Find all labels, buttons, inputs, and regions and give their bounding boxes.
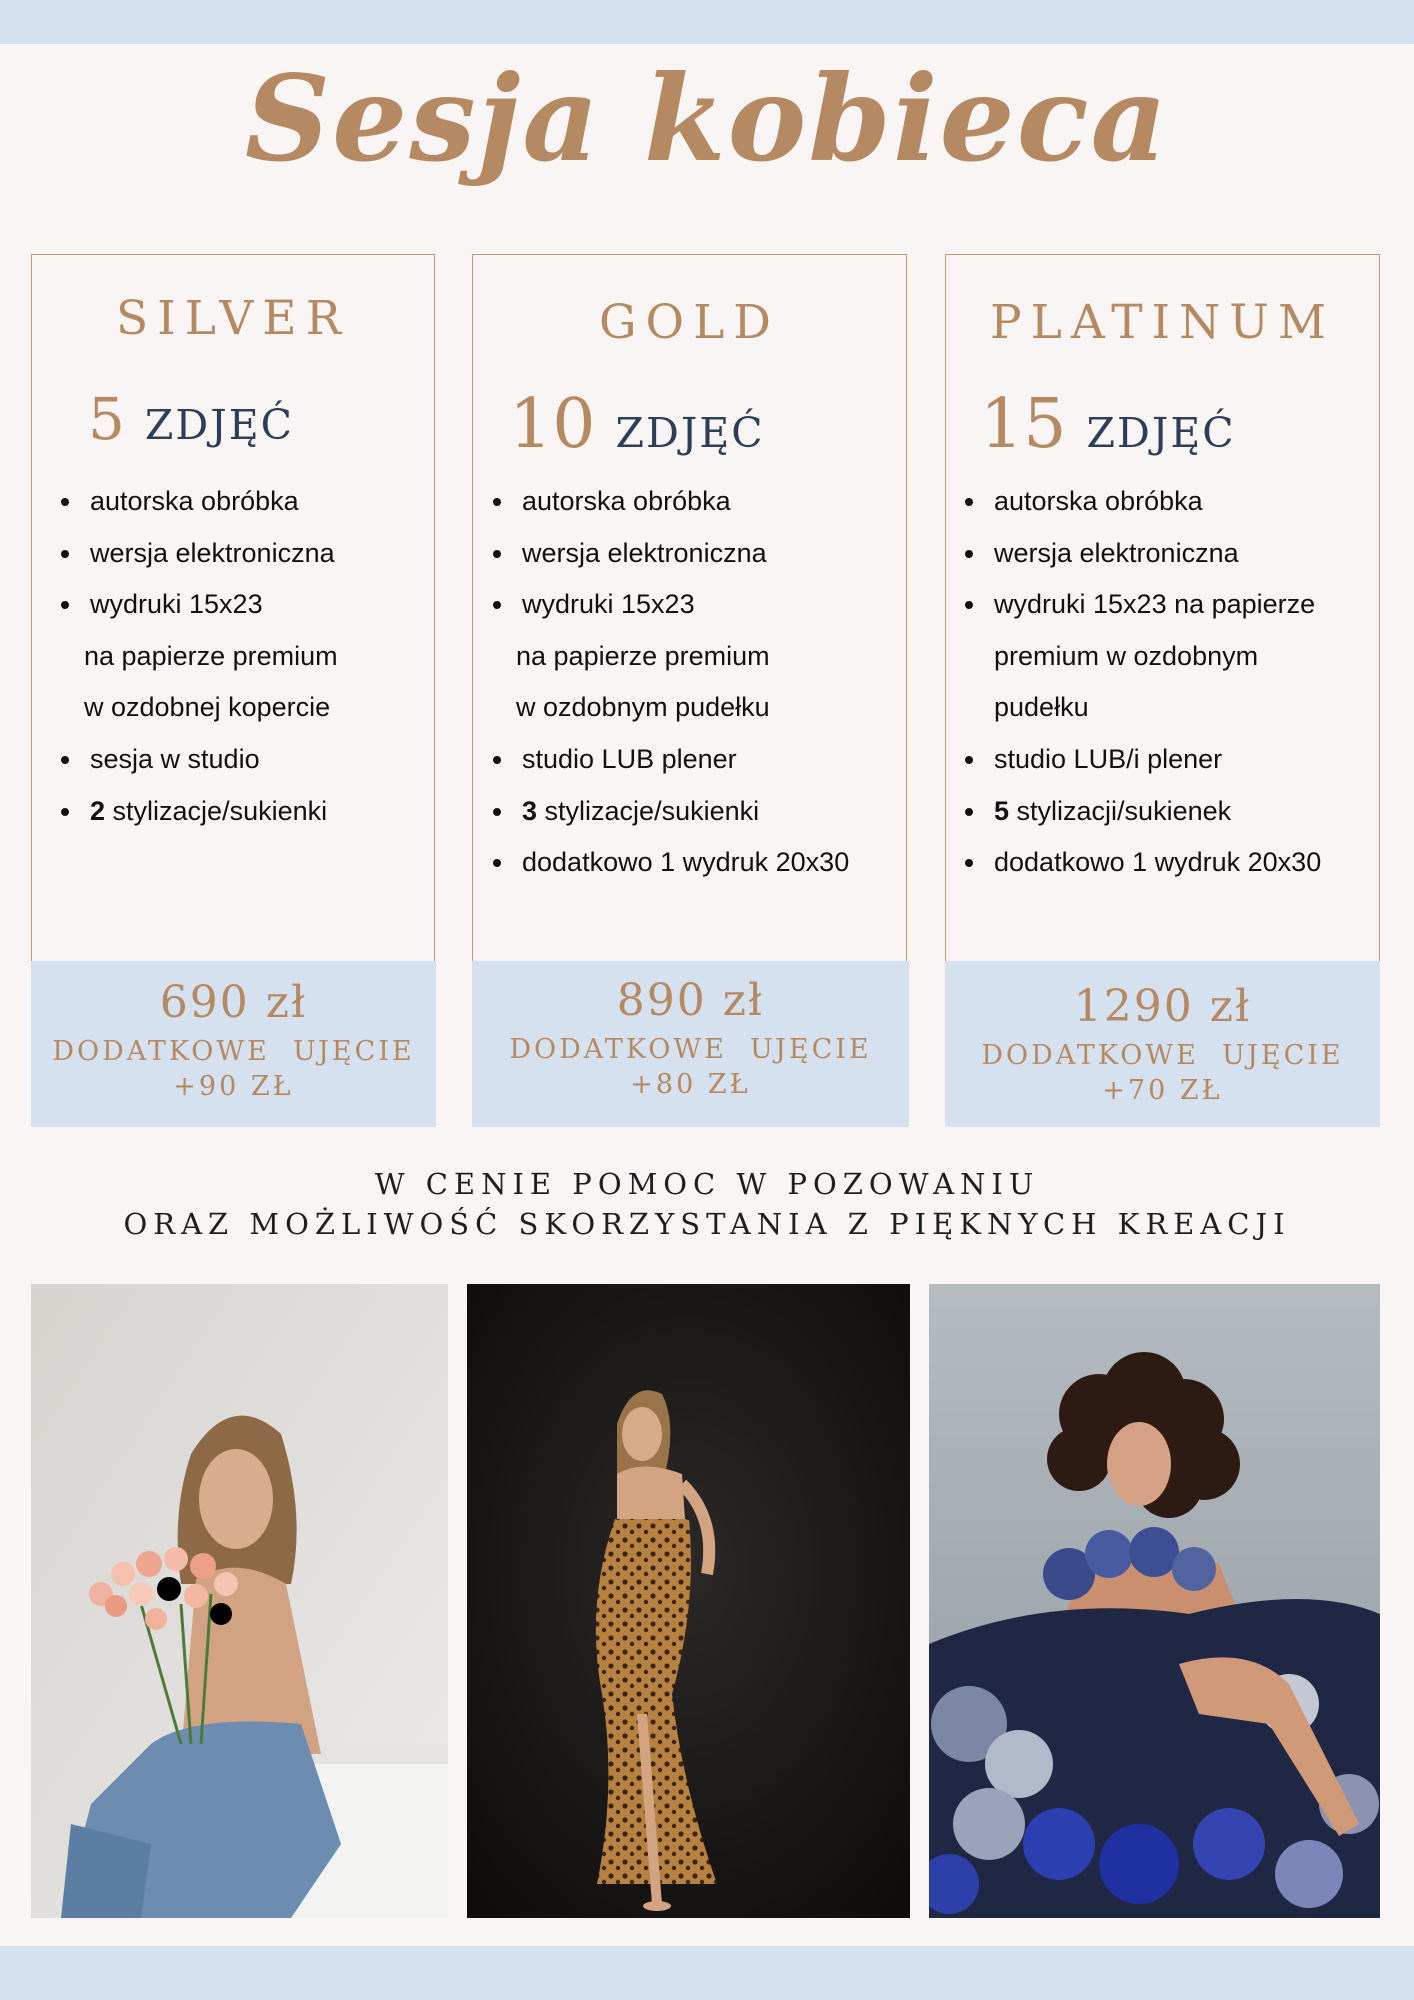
feature-item-continued: w ozdobnym pudełku <box>516 692 770 723</box>
page-title: Sesja kobieca <box>244 49 1170 188</box>
package-card-gold <box>472 254 907 961</box>
feature-item: sesja w studio <box>90 734 338 786</box>
photos-number: 10 <box>509 385 596 464</box>
package-name: SILVER <box>115 291 351 346</box>
feature-item: wydruki 15x23 <box>522 579 849 631</box>
feature-item: dodatkowo 1 wydruk 20x30 <box>994 837 1321 889</box>
photos-word: ZDJĘĆ <box>615 409 765 457</box>
feature-item: autorska obróbka <box>90 476 338 528</box>
price: 1290 zł <box>1073 981 1252 1032</box>
extra-shot-label: DODATKOWE UJĘCIE <box>509 1034 872 1065</box>
photos-count <box>980 385 1236 464</box>
extra-shot-label: DODATKOWE UJĘCIE <box>981 1040 1344 1071</box>
package-card-silver <box>31 254 435 961</box>
feature-item: wersja elektroniczna <box>994 528 1321 580</box>
note-line-2: ORAZ MOŻLIWOŚĆ SKORZYSTANIA Z PIĘKNYCH KREACJI <box>123 1207 1291 1241</box>
price-box-gold <box>472 961 909 1127</box>
feature-item: autorska obróbka <box>522 476 849 528</box>
photos-count <box>88 385 294 453</box>
photos-word: ZDJĘĆ <box>144 401 295 449</box>
styling-count: 3 <box>522 795 538 826</box>
styling-label: stylizacji/sukienek <box>1016 795 1232 826</box>
feature-item-styling <box>994 786 1321 838</box>
bottom-band <box>0 1946 1414 2000</box>
feature-item: wersja elektroniczna <box>90 528 338 580</box>
feature-item-continued: pudełku <box>994 692 1089 723</box>
photo-woman-leopard-dress <box>467 1284 910 1918</box>
feature-list <box>994 476 1321 889</box>
photo-woman-tulle-gown <box>929 1284 1380 1918</box>
photos-number: 15 <box>980 385 1067 464</box>
feature-item: studio LUB plener <box>522 734 849 786</box>
feature-item-continued: na papierze premium <box>84 640 338 671</box>
top-band <box>0 0 1414 44</box>
styling-label: stylizacje/sukienki <box>112 795 328 826</box>
feature-item: wydruki 15x23 na papierze <box>994 579 1321 631</box>
feature-item-continued: premium w ozdobnym <box>994 640 1259 671</box>
price-box-platinum <box>945 961 1380 1127</box>
price: 890 zł <box>616 975 765 1026</box>
feature-item-continued: w ozdobnej kopercie <box>84 692 331 723</box>
photos-number: 5 <box>88 385 125 453</box>
styling-count: 2 <box>90 795 106 826</box>
feature-list <box>516 476 850 889</box>
package-name: GOLD <box>599 295 780 350</box>
photos-word: ZDJĘĆ <box>1086 409 1236 457</box>
photos-count <box>509 385 765 464</box>
extra-shot-price: +80 ZŁ <box>630 1069 751 1101</box>
extra-shot-price: +90 ZŁ <box>173 1071 294 1103</box>
price: 690 zł <box>159 977 308 1028</box>
feature-item: autorska obróbka <box>994 476 1321 528</box>
feature-item-styling <box>522 786 849 838</box>
feature-item: dodatkowo 1 wydruk 20x30 <box>522 837 849 889</box>
feature-item: wydruki 15x23 <box>90 579 338 631</box>
feature-item-styling <box>90 786 338 838</box>
feature-item: wersja elektroniczna <box>522 528 849 580</box>
styling-label: stylizacje/sukienki <box>544 795 760 826</box>
price-box-silver <box>31 961 436 1127</box>
photo-woman-with-roses <box>31 1284 448 1918</box>
note-line-1: W CENIE POMOC W POZOWANIU <box>374 1167 1040 1201</box>
included-note <box>0 1164 1414 1244</box>
extra-shot-label: DODATKOWE UJĘCIE <box>52 1036 415 1067</box>
feature-list <box>84 476 338 837</box>
package-name: PLATINUM <box>990 295 1335 350</box>
feature-item: studio LUB/i plener <box>994 734 1321 786</box>
feature-item-continued: na papierze premium <box>516 640 770 671</box>
extra-shot-price: +70 ZŁ <box>1102 1075 1223 1107</box>
package-card-platinum <box>945 254 1380 961</box>
styling-count: 5 <box>994 795 1010 826</box>
